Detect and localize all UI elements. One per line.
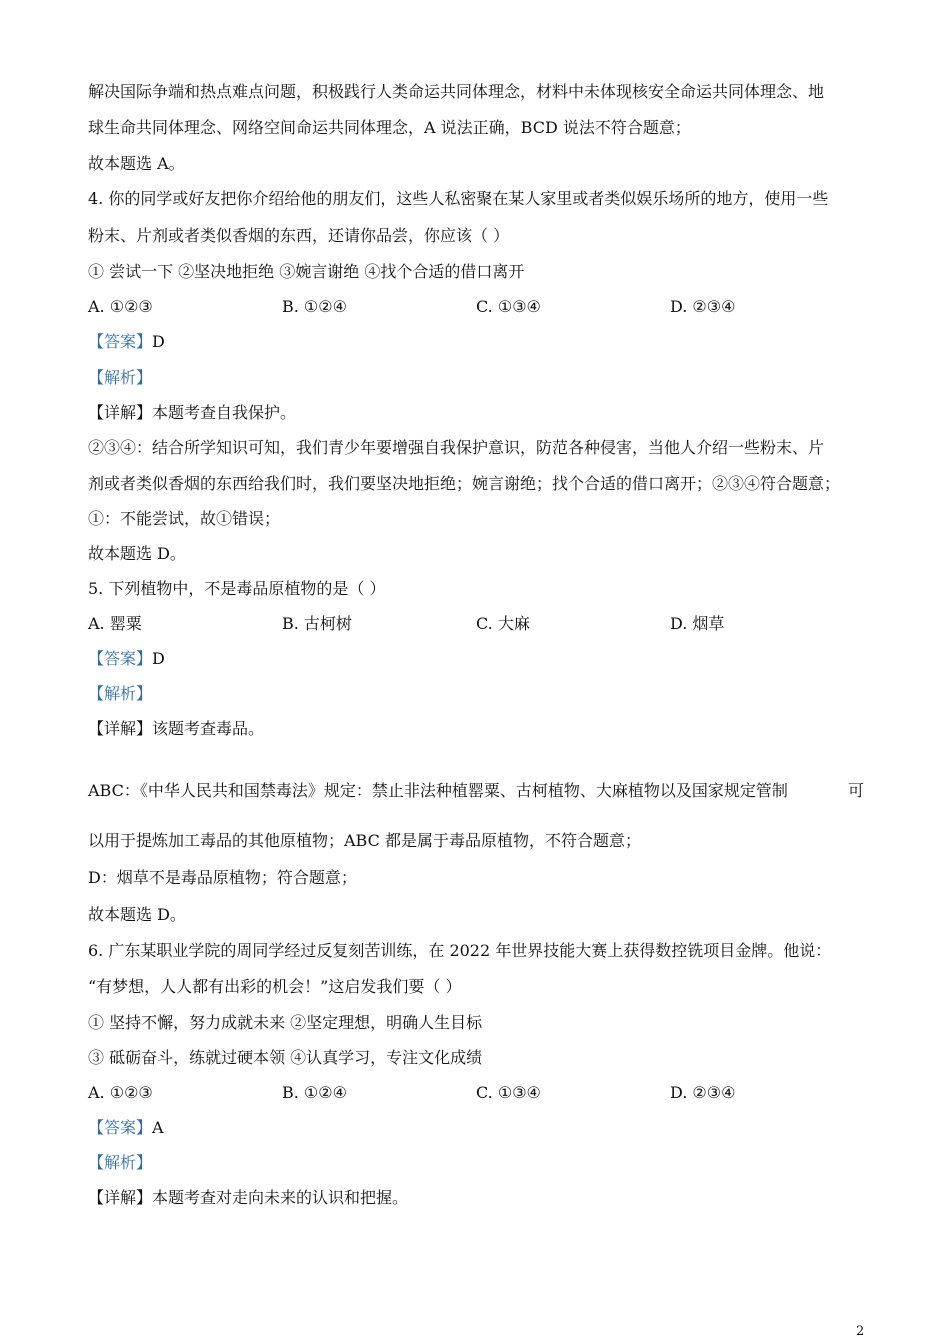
page-number: 2 [856,1324,865,1339]
text-line: 故本题选 D。 [88,544,186,563]
answer-value: D [152,332,165,351]
q4-analysis-tag: 【解析】 [88,368,153,387]
q6-option-b: B. ①②④ [282,1083,347,1102]
q6-detail: 【详解】本题考查对走向未来的认识和把握。 [88,1188,409,1207]
text-line: 故本题选 D。 [88,905,186,924]
question-6-choices: ③ 砥砺奋斗，练就过硬本领 ④认真学习，专注文化成绩 [88,1048,483,1067]
text-line: 以用于提炼加工毒品的其他原植物；ABC 都是属于毒品原植物，不符合题意； [88,831,641,850]
text-line: 球生命共同体理念、网络空间命运共同体理念，A 说法正确，BCD 说法不符合题意； [88,118,691,137]
question-6-stem: 6. 广东某职业学院的周同学经过反复刻苦训练，在 2022 年世界技能大赛上获得数控铣项目金牌。他说： [88,941,832,960]
text-line: 剂或者类似香烟的东西给我们时，我们要坚决地拒绝；婉言谢绝；找个合适的借口离开；②③④符合题意； [88,474,841,493]
question-4-stem: 4. 你的同学或好友把你介绍给他的朋友们，这些人私密聚在某人家里或者类似娱乐场所的地方，使用一些 [88,189,829,208]
q4-detail: 【详解】本题考查自我保护。 [88,403,297,422]
q5-option-c: C. 大麻 [476,614,530,633]
text-fragment: 可 [848,781,865,800]
answer-tag: 【答案】 [88,649,153,668]
q6-analysis-tag: 【解析】 [88,1153,153,1172]
q5-answer [88,649,165,669]
question-4-stem-cont: 粉末、片剂或者类似香烟的东西，还请你品尝，你应该（ ） [88,226,510,245]
answer-tag: 【答案】 [88,332,153,351]
answer-value: A [152,1118,164,1137]
text-line: ②③④：结合所学知识可知，我们青少年要增强自我保护意识，防范各种侵害，当他人介绍一些粉末、片 [88,438,825,457]
q6-option-c: C. ①③④ [476,1083,541,1102]
question-6-stem-cont: “有梦想，人人都有出彩的机会！”这启发我们要（ ） [88,977,462,996]
answer-tag: 【答案】 [88,1118,153,1137]
q4-option-c: C. ①③④ [476,297,541,316]
text-line: ①：不能尝试，故①错误； [88,509,281,528]
q6-option-a: A. ①②③ [88,1083,153,1102]
answer-value: D [152,649,165,668]
question-6-choices: ① 坚持不懈，努力成就未来 ②坚定理想，明确人生目标 [88,1013,483,1032]
question-5-stem: 5. 下列植物中，不是毒品原植物的是（ ） [88,579,386,598]
text-line: ABC：《中华人民共和国禁毒法》规定：禁止非法种植罂粟、古柯植物、大麻植物以及国家规定管制 [88,781,788,800]
q6-answer [88,1118,164,1138]
text-line: 解决国际争端和热点难点问题，积极践行人类命运共同体理念，材料中未体现核安全命运共同体理念、地 [88,82,825,101]
question-4-choices: ① 尝试一下 ②坚决地拒绝 ③婉言谢绝 ④找个合适的借口离开 [88,262,525,281]
text-line: 故本题选 A。 [88,154,185,173]
q6-option-d: D. ②③④ [670,1083,736,1102]
q4-option-d: D. ②③④ [670,297,736,316]
text-line: D：烟草不是毒品原植物；符合题意； [88,868,357,887]
q5-option-a: A. 罂粟 [88,614,142,633]
q4-answer [88,332,165,352]
q4-option-b: B. ①②④ [282,297,347,316]
q5-option-b: B. 古柯树 [282,614,352,633]
q5-detail: 【详解】该题考查毒品。 [88,719,265,738]
q4-option-a: A. ①②③ [88,297,153,316]
q5-option-d: D. 烟草 [670,614,725,633]
q5-analysis-tag: 【解析】 [88,684,153,703]
